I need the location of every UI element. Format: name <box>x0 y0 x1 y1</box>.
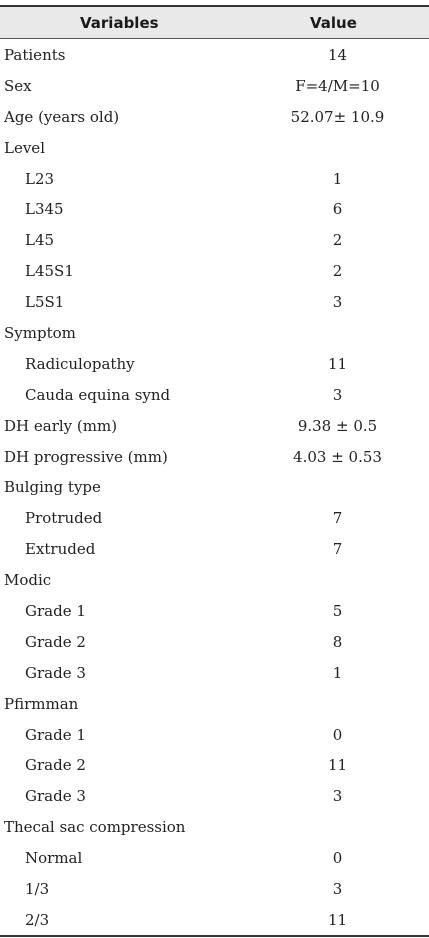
row-label: Bulging type <box>4 478 101 497</box>
row-value: 3 <box>332 385 343 404</box>
row-value: 7 <box>332 540 343 559</box>
row-label: L23 <box>25 169 55 188</box>
row-label: Normal <box>25 849 83 868</box>
row-label: 1/3 <box>25 880 50 899</box>
row-label: Protruded <box>25 509 103 528</box>
table-row <box>0 40 429 71</box>
bottom-rule <box>0 935 429 937</box>
row-value: 1 <box>332 663 343 682</box>
table-row <box>0 720 429 751</box>
table-row <box>0 565 429 596</box>
row-value: 3 <box>332 293 343 312</box>
table-body <box>0 40 429 936</box>
row-label: L345 <box>25 200 64 219</box>
header-rule <box>0 38 429 39</box>
table-row <box>0 411 429 442</box>
row-label: L45S1 <box>25 262 74 281</box>
row-label: Age (years old) <box>4 107 120 126</box>
row-value: 52.07± 10.9 <box>290 107 385 126</box>
table-row <box>0 812 429 843</box>
row-value: 9.38 ± 0.5 <box>297 416 378 435</box>
table-row <box>0 442 429 473</box>
table-row <box>0 133 429 164</box>
table-row <box>0 472 429 503</box>
row-label: Radiculopathy <box>25 354 135 373</box>
row-label: Grade 1 <box>25 725 86 744</box>
row-label: Grade 2 <box>25 756 86 775</box>
table-row <box>0 905 429 936</box>
table-row <box>0 596 429 627</box>
table-row <box>0 627 429 658</box>
row-label: Level <box>4 138 45 157</box>
table-row <box>0 750 429 781</box>
row-label: Modic <box>4 571 52 590</box>
row-label: Patients <box>4 46 66 64</box>
row-label: Sex <box>4 76 32 95</box>
row-label: Extruded <box>25 540 96 559</box>
row-value: 3 <box>332 880 343 899</box>
table-row <box>0 102 429 133</box>
row-value: 4.03 ± 0.53 <box>293 447 382 466</box>
row-value: 2 <box>332 231 343 250</box>
row-value: 11 <box>327 354 348 373</box>
row-label: Pfirmman <box>4 694 79 713</box>
table-row <box>0 349 429 380</box>
row-label: 2/3 <box>25 910 50 929</box>
row-label: Symptom <box>4 324 76 343</box>
row-label: DH progressive (mm) <box>4 447 168 466</box>
row-value: 0 <box>332 849 343 868</box>
table-row <box>0 689 429 720</box>
row-value: 7 <box>332 509 343 528</box>
header-variables: Variables <box>80 14 159 32</box>
row-value: 1 <box>332 169 343 188</box>
row-label: Grade 2 <box>25 632 86 651</box>
table-row <box>0 503 429 534</box>
row-value: 11 <box>327 756 348 775</box>
row-value: 14 <box>327 46 348 64</box>
table-row <box>0 534 429 565</box>
header-value: Value <box>310 14 357 32</box>
row-value: 3 <box>332 787 343 806</box>
table-row <box>0 225 429 256</box>
row-value: 0 <box>332 725 343 744</box>
row-label: Cauda equina synd <box>25 385 171 404</box>
table-row <box>0 194 429 225</box>
table-row <box>0 287 429 318</box>
table-row <box>0 380 429 411</box>
table-row <box>0 874 429 905</box>
row-value: 6 <box>332 200 343 219</box>
row-label: Grade 3 <box>25 787 86 806</box>
table-row <box>0 781 429 812</box>
row-value: 11 <box>327 910 348 929</box>
table-row <box>0 71 429 102</box>
row-label: Thecal sac compression <box>4 818 186 837</box>
row-label: L45 <box>25 231 55 250</box>
table-header <box>0 7 429 38</box>
row-value: F=4/M=10 <box>295 76 380 95</box>
row-label: L5S1 <box>25 293 65 312</box>
table-row <box>0 256 429 287</box>
row-value: 8 <box>332 632 343 651</box>
row-value: 2 <box>332 262 343 281</box>
table-row <box>0 318 429 349</box>
table-row <box>0 164 429 195</box>
table-row <box>0 658 429 689</box>
row-value: 5 <box>332 602 343 621</box>
row-label: DH early (mm) <box>4 416 118 435</box>
table-row <box>0 843 429 874</box>
row-label: Grade 3 <box>25 663 86 682</box>
row-label: Grade 1 <box>25 602 86 621</box>
